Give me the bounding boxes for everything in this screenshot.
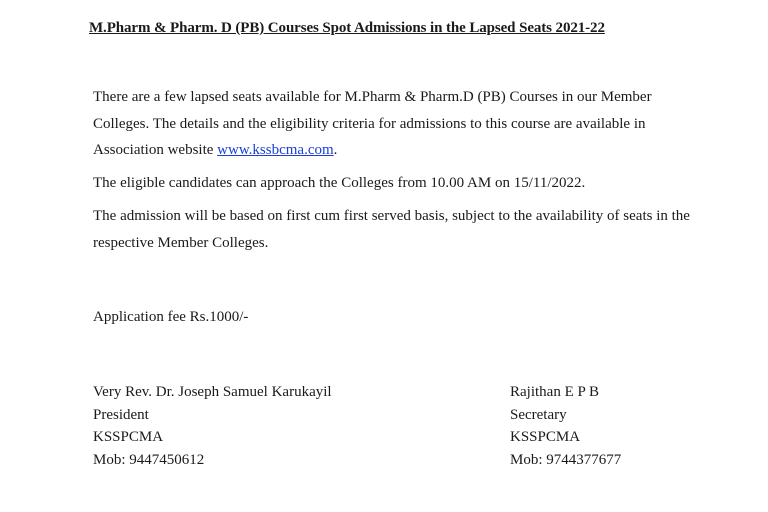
signatory-name: Very Rev. Dr. Joseph Samuel Karukayil bbox=[93, 384, 332, 400]
signatory-mobile: Mob: 9447450612 bbox=[93, 451, 205, 468]
signatory-organization: KSSPCMA bbox=[510, 429, 581, 445]
paragraph-lapsed-seats-text: There are a few lapsed seats available for M.Pharm & Pharm.D (PB) Courses in our Member Colleges. The details and the eligibility criteria for admissions to this course are available in Association website bbox=[93, 89, 652, 158]
signatory-organization: KSSPCMA bbox=[93, 429, 164, 445]
paragraph-admission-basis: The admission will be based on first cum first served basis, subject to the availability of seats in the respective Member Colleges. bbox=[93, 208, 690, 251]
paragraph-approach-date: The eligible candidates can approach the Colleges from 10.00 AM on 15/11/2022. bbox=[93, 175, 586, 191]
application-fee: Application fee Rs.1000/- bbox=[93, 309, 249, 325]
signatory-president bbox=[93, 381, 332, 471]
document-title: M.Pharm & Pharm. D (PB) Courses Spot Admissions in the Lapsed Seats 2021-22 bbox=[89, 20, 605, 36]
signatory-mobile: Mob: 9744377677 bbox=[510, 451, 622, 468]
paragraph-lapsed-seats-end: . bbox=[333, 142, 338, 158]
signatory-designation: President bbox=[93, 406, 149, 423]
paragraph-lapsed-seats bbox=[93, 84, 693, 164]
signatory-designation: Secretary bbox=[510, 406, 567, 423]
association-website-link[interactable]: www.kssbcma.com bbox=[217, 142, 334, 158]
signatory-name: Rajithan E P B bbox=[510, 384, 600, 400]
signatory-secretary bbox=[510, 381, 621, 471]
